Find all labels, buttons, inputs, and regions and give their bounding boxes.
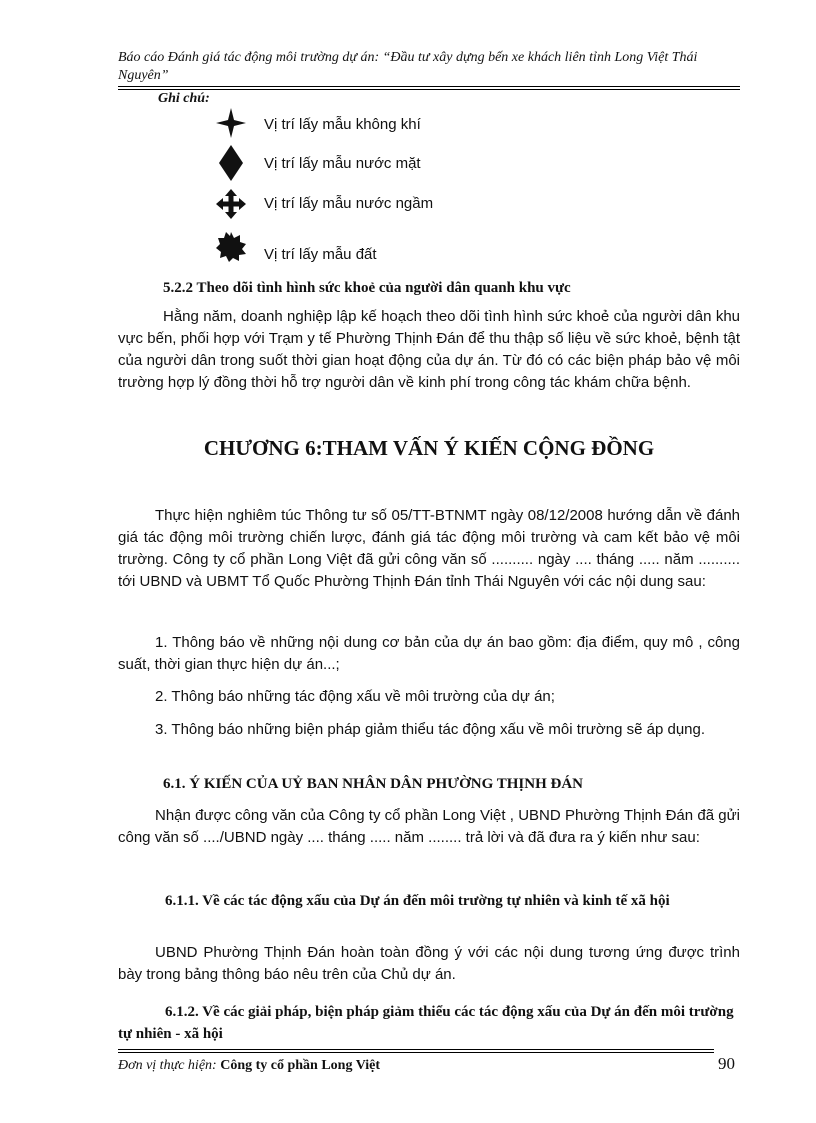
footer-rule [118,1049,714,1050]
footer-credit [118,1058,380,1074]
legend-label-air: Vị trí lấy mẫu không khí [264,116,421,133]
four-point-star-icon [216,108,246,138]
page-number: 90 [718,1054,735,1073]
header-rule [118,86,740,87]
chapter-title: CHƯƠNG 6:THAM VẤN Ý KIẾN CỘNG ĐỒNG [203,436,655,460]
list-item: 2. Thông báo những tác động xấu về môi trường của dự án; [155,688,555,705]
section-heading-6-1: 6.1. Ý KIẾN CỦA UỶ BAN NHÂN DÂN PHƯỜNG THỊNH ĐÁN [163,776,584,792]
diamond-icon [216,145,246,181]
four-arrow-cross-icon [216,189,246,219]
footer-label: Đơn vị thực hiện: [118,1058,217,1073]
page-header: Báo cáo Đánh giá tác động môi trường dự án: “Đầu tư xây dựng bến xe khách liên tỉnh Long Việt Thái Nguyên” [118,50,698,83]
section-heading-5-2-2: 5.2.2 Theo dõi tình hình sức khoẻ của người dân quanh khu vực [163,280,571,296]
chapter-intro: Thực hiện nghiêm túc Thông tư số 05/TT-BTNMT ngày 08/12/2008 hướng dẫn về đánh giá tác động môi trường chiến lược, đánh giá tác động môi trường và cam kết bảo vệ môi trường. Công ty cổ phần Long Việt đã gửi công văn số .......... ngày .... tháng ..... năm .......... tới UBND và UBMT Tổ Quốc Phường Thịnh Đán tỉnh Thái Nguyên với các nội dung sau: [118,507,740,590]
footer-rule-double [118,1052,714,1053]
legend-label-groundwater: Vị trí lấy mẫu nước ngầm [264,195,434,212]
section-6-1-body: Nhận được công văn của Công ty cổ phần Long Việt , UBND Phường Thịnh Đán đã gửi công văn số ..../UBND ngày .... tháng ..... năm ........ trả lời và đã đưa ra ý kiến như sau: [118,807,740,846]
header-rule-double [118,89,740,90]
list-item: 1. Thông báo về những nội dung cơ bản của dự án bao gồm: địa điểm, quy mô , công suất, thời gian thực hiện dự án...; [118,634,740,673]
legend-label-surface-water: Vị trí lấy mẫu nước mặt [264,155,421,172]
subsection-6-1-1-body: UBND Phường Thịnh Đán hoàn toàn đồng ý với các nội dung tương ứng được trình bày trong bảng thông báo nêu trên của Chủ dự án. [118,944,740,983]
section-5-2-2-body: Hằng năm, doanh nghiệp lập kế hoạch theo dõi tình hình sức khoẻ của người dân khu vực bến, phối hợp với Trạm y tế Phường Thịnh Đán để thu thập số liệu về sức khoẻ, bệnh tật của người dân trong suốt thời gian hoạt động của dự án. Từ đó có các biện pháp bảo vệ môi trường hợp lý đồng thời hỗ trợ người dân về kinh phí trong công tác khám chữa bệnh. [118,308,740,391]
footer-company: Công ty cổ phần Long Việt [220,1058,381,1073]
starburst-icon [216,232,246,262]
subsection-heading-6-1-2: 6.1.2. Về các giải pháp, biện pháp giảm thiểu các tác động xấu của Dự án đến môi trường tự nhiên - xã hội [118,1004,734,1042]
legend-title: Ghi chú: [158,91,210,106]
legend-label-soil: Vị trí lấy mẫu đất [264,246,377,263]
list-item: 3. Thông báo những biện pháp giảm thiểu tác động xấu về môi trường sẽ áp dụng. [155,721,706,738]
subsection-heading-6-1-1: 6.1.1. Về các tác động xấu của Dự án đến môi trường tự nhiên và kinh tế xã hội [165,893,670,909]
